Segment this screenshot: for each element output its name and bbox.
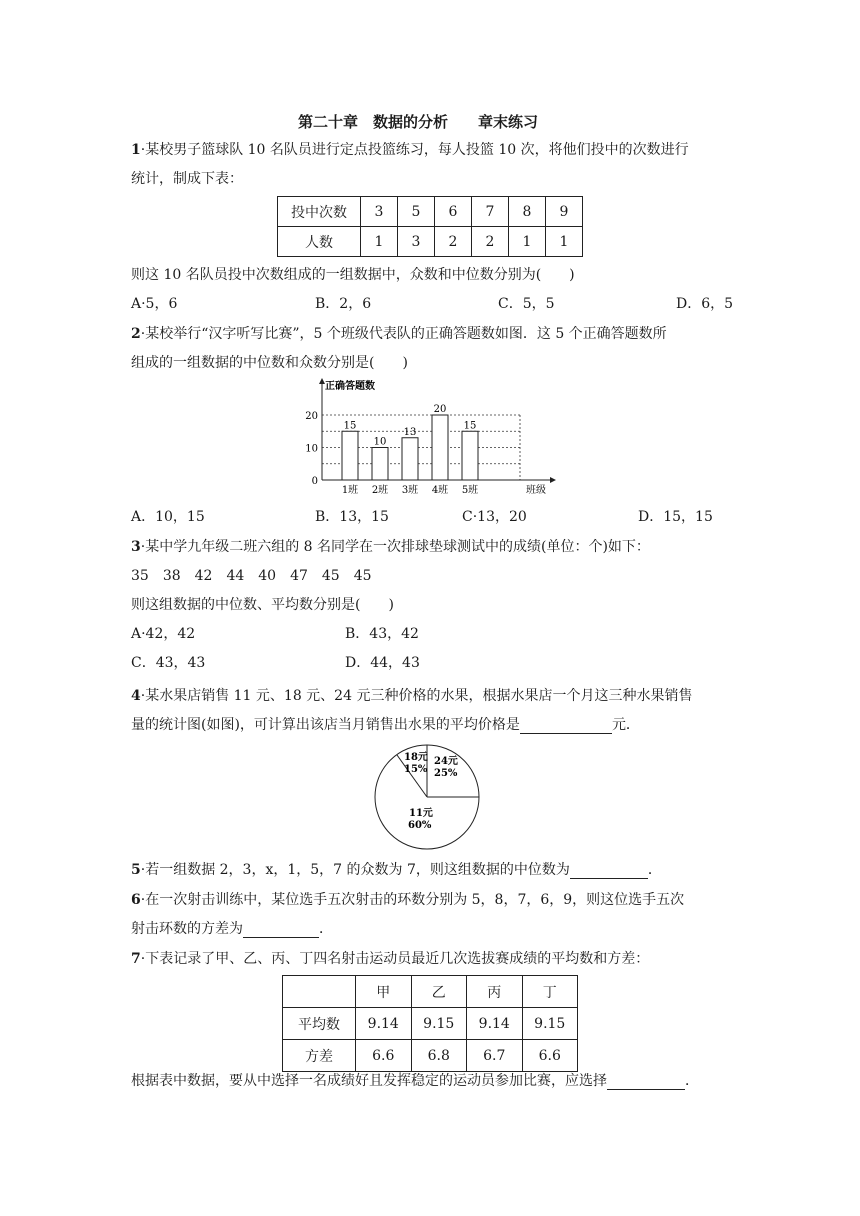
question-number: 2	[131, 326, 141, 342]
option-a: A·5，6	[131, 296, 178, 312]
question-text: ·某校举行“汉字听写比赛”，5 个班级代表队的正确答题数如图．这 5 个正确答题数所	[140, 326, 667, 342]
table-row	[283, 976, 578, 1008]
x-tick-label: 5班	[461, 485, 479, 496]
question-4-line-2	[131, 714, 640, 734]
y-tick-label: 10	[305, 443, 318, 455]
question-text: 射击环数的方差为	[131, 921, 243, 937]
question-number: 5	[131, 862, 141, 878]
table-cell: 5	[398, 197, 435, 227]
option-d: D．6，5	[676, 296, 734, 312]
table-row	[283, 1008, 578, 1040]
table-cell: 2	[435, 227, 472, 257]
question-1-line-3: 则这 10 名队员投中次数组成的一组数据中，众数和中位数分别为( )	[131, 267, 575, 283]
bar	[462, 431, 478, 480]
question-number: 1	[131, 142, 141, 158]
question-4-line-1	[131, 685, 692, 705]
pie-pct-11: 60%	[408, 820, 432, 831]
bar-value-label: 20	[433, 404, 447, 415]
question-text: ．	[685, 1073, 699, 1089]
table-cell: 3	[398, 227, 435, 257]
question-2-line-2: 组成的一组数据的中位数和众数分别是( )	[131, 355, 408, 371]
bar	[342, 431, 358, 480]
table-cell: 丙	[467, 976, 523, 1008]
question-1-line-2: 统计，制成下表：	[131, 171, 243, 187]
answer-blank[interactable]	[607, 1089, 685, 1090]
option-d: D．44，43	[345, 655, 420, 671]
x-axis-arrow	[550, 477, 556, 483]
x-tick-label: 4班	[431, 485, 449, 496]
table-cell: 2	[472, 227, 509, 257]
answer-blank[interactable]	[570, 878, 648, 879]
x-tick-label: 1班	[341, 485, 359, 496]
table-cell: 投中次数	[278, 197, 361, 227]
question-1-line-1	[131, 139, 689, 159]
table-cell: 6.7	[467, 1040, 523, 1072]
question-number: 7	[131, 951, 141, 967]
table-cell: 1	[361, 227, 398, 257]
bar-value-label: 13	[403, 426, 417, 438]
page-title: 第二十章 数据的分析 章末练习	[298, 113, 539, 131]
question-number: 3	[131, 539, 141, 555]
table-cell: 方差	[283, 1040, 356, 1072]
question-6-line-2	[131, 918, 333, 938]
question-7-line-2	[131, 1070, 699, 1090]
table-cell: 6	[435, 197, 472, 227]
bar-value-label: 15	[343, 420, 357, 432]
option-c: C·13，20	[462, 509, 527, 525]
question-text: ·某校男子篮球队 10 名队员进行定点投篮练习，每人投篮 10 次，将他们投中的次数进行	[140, 142, 689, 158]
table-cell: 6.8	[411, 1040, 467, 1072]
question-text: ·下表记录了甲、乙、丙、丁四名射击运动员最近几次选拔赛成绩的平均数和方差：	[140, 951, 650, 967]
option-d: D．15，15	[638, 509, 713, 525]
bar-value-label: 10	[373, 436, 387, 448]
pie-pct-24: 25%	[434, 768, 458, 779]
question-2-line-1	[131, 323, 667, 343]
x-tick-label: 3班	[401, 485, 419, 496]
table-cell: 6.6	[522, 1040, 578, 1072]
y-axis-label: 正确答题数	[325, 381, 375, 392]
table-cell: 9.15	[411, 1008, 467, 1040]
bar	[432, 415, 448, 480]
table-cell: 9.14	[356, 1008, 412, 1040]
question-7-line-1	[131, 948, 649, 968]
y-tick-label: 0	[311, 476, 318, 487]
table-cell: 甲	[356, 976, 412, 1008]
table-cell	[283, 976, 356, 1008]
question-text: 元．	[611, 717, 640, 733]
table-cell: 7	[472, 197, 509, 227]
table-cell: 6.6	[356, 1040, 412, 1072]
pie-label-18: 18元	[404, 752, 428, 763]
table-row	[283, 1040, 578, 1072]
question-5	[131, 859, 662, 879]
question-text: ·某中学九年级二班六组的 8 名同学在一次排球垫球测试中的成绩(单位：个)如下：	[140, 539, 650, 555]
question-text: ·某水果店销售 11 元、18 元、24 元三种价格的水果，根据水果店一个月这三种水果销售	[140, 688, 693, 704]
pie-chart	[370, 742, 486, 854]
table-cell: 平均数	[283, 1008, 356, 1040]
option-b: B．2，6	[315, 296, 372, 312]
option-a: A．10，15	[131, 509, 205, 525]
question-number: 6	[131, 892, 141, 908]
answer-blank[interactable]	[243, 937, 319, 938]
table-cell: 3	[361, 197, 398, 227]
bar-chart	[292, 375, 562, 500]
question-text: ．	[319, 921, 333, 937]
question-text: ．	[647, 862, 662, 878]
table-cell: 乙	[411, 976, 467, 1008]
bar-value-label: 15	[463, 420, 477, 432]
pie-pct-18: 15%	[404, 764, 428, 775]
option-b: B．13，15	[315, 509, 389, 525]
question-text: 量的统计图(如图)，可计算出该店当月销售出水果的平均价格是	[131, 717, 520, 733]
table-cell: 1	[546, 227, 583, 257]
x-tick-label: 2班	[371, 485, 389, 496]
table-row	[278, 227, 583, 257]
table-cell: 9.15	[522, 1008, 578, 1040]
option-c: C．5，5	[498, 296, 555, 312]
table-cell: 9.14	[467, 1008, 523, 1040]
question-3-line-2: 则这组数据的中位数、平均数分别是( )	[131, 597, 394, 613]
option-b: B．43，42	[345, 626, 419, 642]
bar	[372, 448, 388, 481]
question-text: ·在一次射击训练中，某位选手五次射击的环数分别为 5，8，7，6，9，则这位选手五次	[140, 892, 685, 908]
x-axis-label: 班级	[526, 485, 546, 496]
bar	[402, 438, 418, 480]
table-row	[278, 197, 583, 227]
question-text: 根据表中数据，要从中选择一名成绩好且发挥稳定的运动员参加比赛，应选择	[131, 1073, 607, 1089]
q3-data: 35 38 42 44 40 47 45 45	[131, 568, 372, 584]
q1-table	[277, 196, 583, 257]
answer-blank[interactable]	[520, 733, 612, 734]
pie-label-11: 11元	[409, 808, 433, 819]
question-text: ·若一组数据 2，3，x，1，5，7 的众数为 7，则这组数据的中位数为	[140, 862, 570, 878]
option-a: A·42，42	[131, 626, 196, 642]
q7-table	[282, 975, 578, 1072]
option-c: C．43，43	[131, 655, 206, 671]
table-cell: 人数	[278, 227, 361, 257]
question-number: 4	[131, 688, 141, 704]
table-cell: 9	[546, 197, 583, 227]
y-tick-label: 20	[305, 411, 318, 422]
table-cell: 8	[509, 197, 546, 227]
pie-label-24: 24元	[434, 756, 458, 767]
question-6-line-1	[131, 889, 684, 909]
table-cell: 丁	[522, 976, 578, 1008]
question-3-line-1	[131, 536, 650, 556]
table-cell: 1	[509, 227, 546, 257]
